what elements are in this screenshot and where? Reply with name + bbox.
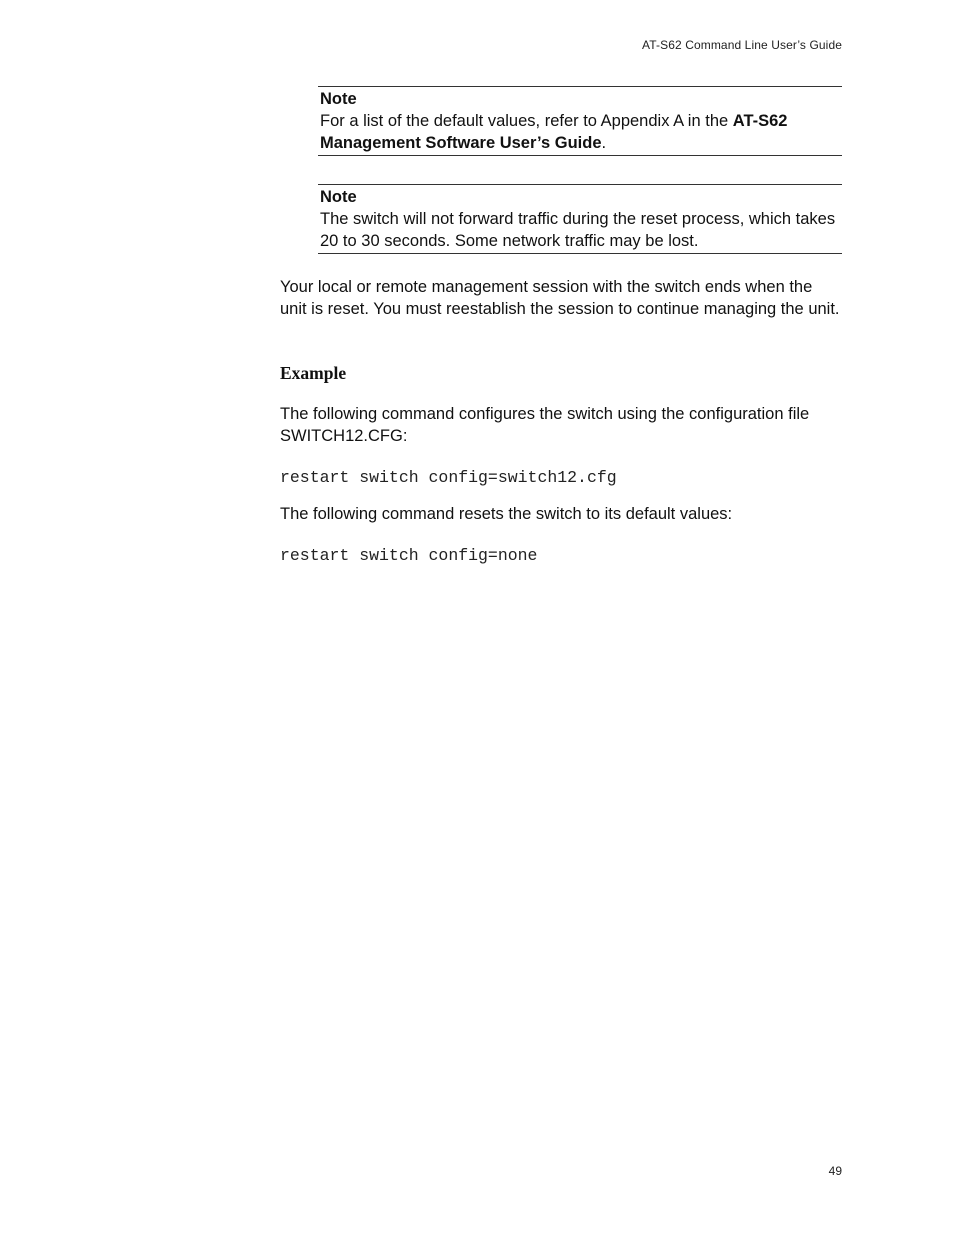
running-header: AT-S62 Command Line User’s Guide (642, 38, 842, 52)
note-title: Note (320, 90, 357, 108)
note-body-suffix: . (601, 134, 607, 152)
page-number: 49 (828, 1164, 842, 1178)
paragraph-session-ends: Your local or remote management session with the switch ends when the unit is reset. You must reestablish the session to continue managing the unit. (280, 278, 840, 318)
note-guide-title: AT-S62 Management Software User’s Guide (320, 112, 788, 152)
section-heading-example: Example (280, 363, 347, 383)
note-body: The switch will not forward traffic during the reset process, which takes 20 to 30 seconds. Some network traffic may be lost. (320, 210, 836, 250)
note-body-text: For a list of the default values, refer to Appendix A in the (320, 112, 733, 130)
note-title: Note (320, 188, 357, 206)
note-box-defaults (318, 86, 842, 156)
note-box-reset (318, 184, 842, 254)
paragraph-default-example: The following command resets the switch to its default values: (280, 505, 733, 523)
note-body (320, 110, 842, 154)
paragraph-config-example: The following command configures the switch using the configuration file SWITCH12.CFG: (280, 405, 810, 445)
code-example-config-file: restart switch config=switch12.cfg (280, 468, 617, 487)
code-example-config-none: restart switch config=none (280, 546, 538, 565)
